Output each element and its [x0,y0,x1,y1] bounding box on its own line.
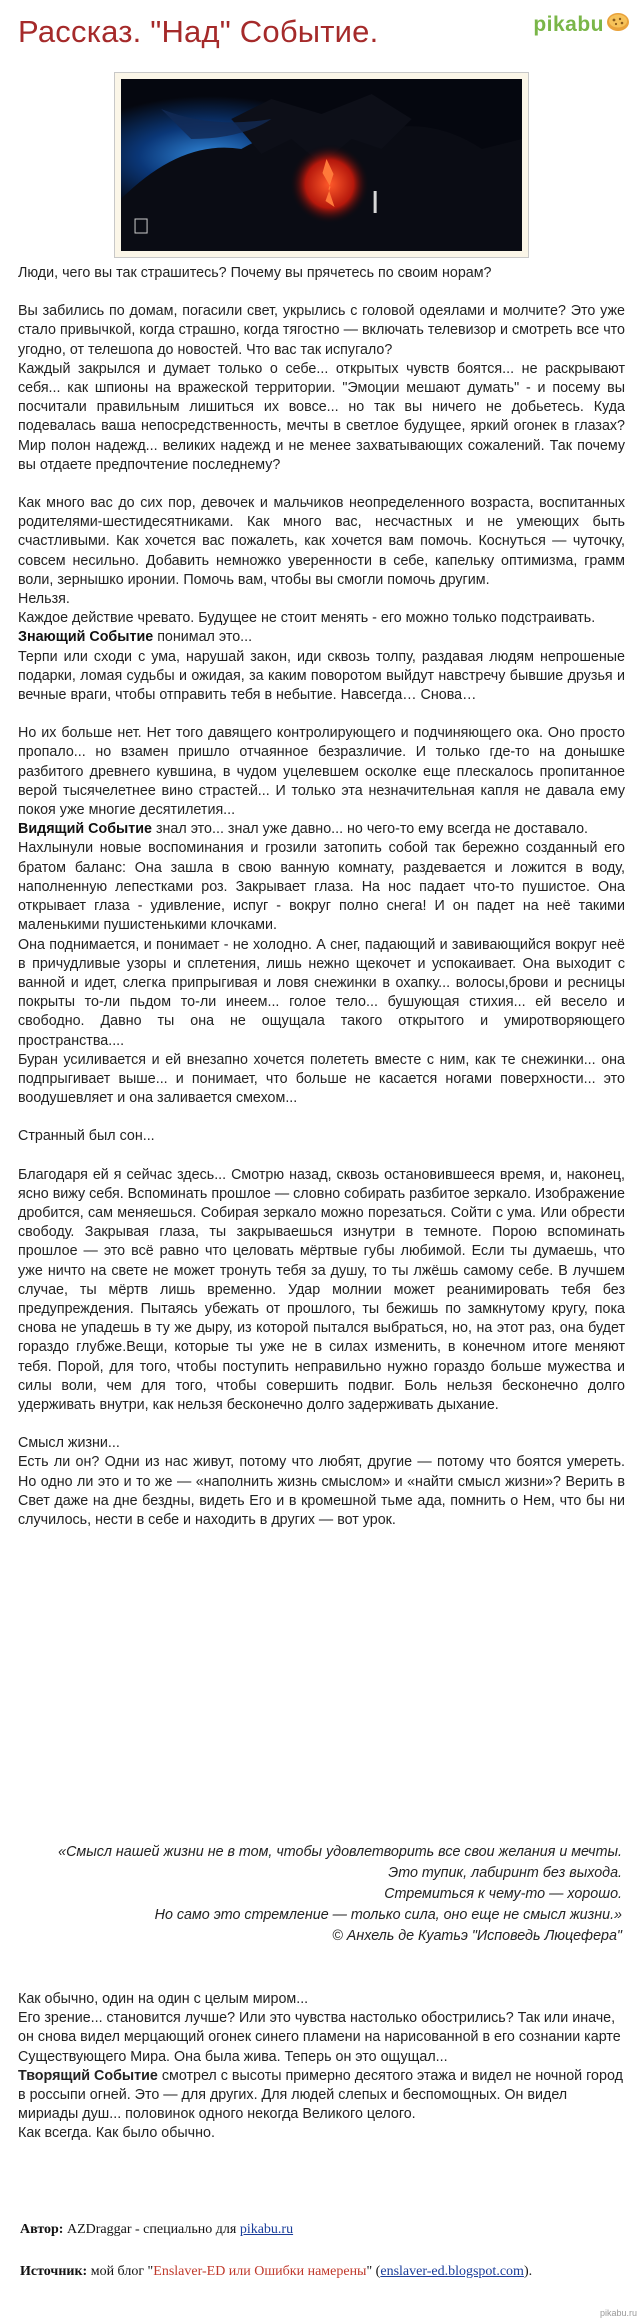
character-name: Творящий Событие [18,2067,158,2084]
source-credit [20,2264,532,2280]
quote-line: «Смысл нашей жизни не в том, чтобы удовлетворить все свои желания и мечты. [58,1844,622,1860]
story-paragraph: Как всегда. Как было обычно. [18,2125,215,2142]
source-url-link[interactable]: enslaver-ed.blogspot.com [380,2264,524,2279]
quote-attribution: © Анхель де Куатьэ "Исповедь Люцефера" [332,1928,622,1944]
story-paragraph [18,820,625,839]
epigraph-quote [30,1842,622,1947]
story-paragraph: Смысл жизни... [18,1435,120,1452]
source-text: мой блог " [87,2264,154,2279]
logo-text: pikabu [533,12,604,36]
story-paragraph: Есть ли он? Одни из нас живут, потому что любят, другие — потому что боятся умереть. Но одно ли это и то же — «наполнить жизнь смыслом» и «найти смысл жизни»? Верить в Свет даже на дне бездны, видеть Его и в кромешной тьме ада, помнить о Нем, что бы ни случилось, нести в себе и находить в других — вот урок. [18,1454,625,1528]
source-label: Источник: [20,2264,88,2279]
watermark: pikabu.ru [599,2308,637,2318]
paragraph-text: знал это... знал уже давно... но чего-то ему всегда не доставало. [152,821,589,838]
story-paragraph: Как много вас до сих пор, девочек и мальчиков неопределенного возраста, воспитанных родителями-шестидесятниками. Как много вас, несчастных и не умеющих быть счастливыми. Как хочется вас пожалеть, как хочется вам помочь. Коснуться — чуточку, совсем несильно. Добавить немножко уверенности в себе, капельку оптимизма, грамм воли, зернышко иронии. Помочь вам, чтобы вы смогли помочь другим. [18,495,625,588]
story-paragraph: Его зрение... становится лучше? Или это чувства настолько обострились? Так или иначе, он снова видел мерцающий огонек синего пламени на нарисованной в его сознании карте Существующего Мира. Она была жива. Теперь он это ощущал... [18,2010,621,2065]
character-name: Знающий Событие [18,629,154,646]
story-paragraph: Каждое действие чревато. Будущее не стоит менять - его можно только подстраивать. [18,610,596,627]
author-name: AZDraggar - специально для [63,2222,240,2237]
story-paragraph: Каждый закрылся и думает только о себе... открытых чувств боятся... не раскрывают себя... как шпионы на вражеской территории. "Эмоции мешают думать" - и посему вы посчитали правильным лишиться их вовсе... но так вы ничего не добьетесь. Куда подевалась ваша непосредственность, мечты в светлое будущее, яркий огонек в глазах? Мир полон надежд... великих надежд и не менее захватывающих сожалений. Так почему вы отдаете предпочтение последнему? [18,360,625,473]
source-text: ). [523,2264,533,2279]
story-paragraph: Буран усиливается и ей внезапно хочется полететь вместе с ним, как те снежинки... она подпрыгивает выше... и понимает, что больше не касается ногами поверхности... это воодушевляет и она заливается смехом... [18,1051,625,1107]
story-paragraph: Как обычно, один на один с целым миром... [18,1991,309,2007]
paragraph-text: смотрел с высоты примерно десятого этажа и видел не ночной город в россыпи огней. Это — для других. Для людей слепых и беспомощных. Он видел мириады душ... половинок одного некогда Великого целого. [18,2067,623,2123]
story-paragraph [18,2067,625,2125]
story-paragraph: Она поднимается, и понимает - не холодно. А снег, падающий и завивающийся вокруг неё в причудливые узоры и сплетения, лишь нежно щекочет и успокаивает. Она выходит с ванной и идет, слегка припрыгивая и ловя снежинки в охапку... волосы,брови и ресницы покрыты то-ли пьдом то-ли инеем... голое тело... бушующая стихия... ей весело и свободно. Давно ты она не ощущала такого открытого и умиротворяющего пространства.... [18,936,625,1049]
author-label: Автор: [20,2222,64,2237]
story-ending [18,1990,625,2144]
quote-line: Стремиться к чему-то — хорошо. [384,1886,622,1902]
story-paragraph: Нельзя. [18,591,70,608]
story-paragraph: Благодаря ей я сейчас здесь... Смотрю назад, сквозь остановившееся время, и, наконец, ясно вижу себя. Вспоминать прошлое — словно собирать разбитое зеркало. Изображение дробится, сам меняешься. Собирая зеркало можно порезаться. Сойти с ума. Или обрести свободу. Закрывая глаза, ты закрываешься изнутри в темноте. Порою вспоминать прошлое — это всё равно что целовать мёртвые губы любимой. Если ты думаешь, что уже ничто на свете не может тронуть тебя за душу, то ты лжёшь самому себе. В лучшем случае, ты мёртв лишь временно. Удар молнии может реанимировать тебя без предупреждения. Пытаясь убежать от прошлого, ты бежишь по замкнутому кругу, пока снова не упадешь в ту же дыру, из которой пытался выбраться, но, на этот раз, она будет гораздо глубже.Вещи, которые ты уже не в силах изменить, в конечном итоге меняют тебя. Порой, для того, чтобы поступить неправильно нужно гораздо больше мужества и силы воли, чем для того, чтобы совершить подвиг. Боль нельзя бесконечно долго удерживать внутри, как нельзя бесконечно долго задерживать дыхание. [18,1166,625,1413]
source-text: " ( [366,2264,381,2279]
story-paragraph: Нахлынули новые воспоминания и грозили затопить собой так бережно созданный его братом баланс: Она зашла в свою ванную комнату, раздевается и ложится в воду, наполненную лепестками роз. Закрывает глаза. На нос падает что-то пушистое. Она открывает глаза - удивление, испуг - вокруг полно снега! И он падет на неё такими маленькими пушистенькими клочками. [18,840,625,934]
pikabu-cookie-icon [605,10,631,39]
story-body [18,264,625,1530]
dark-creature-artwork [121,79,522,251]
source-blog-link[interactable]: Enslaver-ED или Ошибки намерены [153,2264,367,2279]
quote-line: Это тупик, лабиринт без выхода. [388,1865,622,1881]
author-credit [20,2222,293,2238]
story-paragraph [18,628,625,647]
story-paragraph: Вы забились по домам, погасили свет, укрылись с головой одеялами и молчите? Это уже стало привычкой, когда страшно, когда тягостно — включать телевизор и смотреть все что угодно, от телешопа до новостей. Что вас так испугало? [18,303,625,358]
author-site-link[interactable]: pikabu.ru [239,2222,294,2237]
story-illustration [114,72,529,258]
story-paragraph: Люди, чего вы так страшитесь? Почему вы прячетесь по своим норам? [18,265,492,281]
story-paragraph: Странный был сон... [18,1128,155,1145]
story-paragraph: Но их больше нет. Нет того давящего контролирующего и подчиняющего ока. Оно просто пропало... но взамен пришло отчаянное безразличие. И только где-то на донышке разбитого древнего кувшина, в чудом уцелевшем осколке еще плескалось пропитанное верой тысячелетнее вино страстей... И только эта незначительная капля не давала ему покоя уже многие десятилетия... [18,725,625,819]
paragraph-text: понимал это... [153,629,253,646]
character-name: Видящий Событие [18,821,152,838]
page-title: Рассказ. "Над" Событие. [18,14,379,49]
pikabu-logo[interactable] [533,10,631,39]
quote-line: Но само это стремление — только сила, оно еще не смысл жизни.» [154,1907,622,1923]
story-paragraph: Терпи или сходи с ума, нарушай закон, иди сквозь толпу, раздавая людям непрошеные подарки, ломая судьбы и ожидая, за каким поворотом выйдут навстречу бывшие друзья и вечные враги, чтобы отправить тебя в небытие. Навсегда… Снова… [18,648,625,704]
